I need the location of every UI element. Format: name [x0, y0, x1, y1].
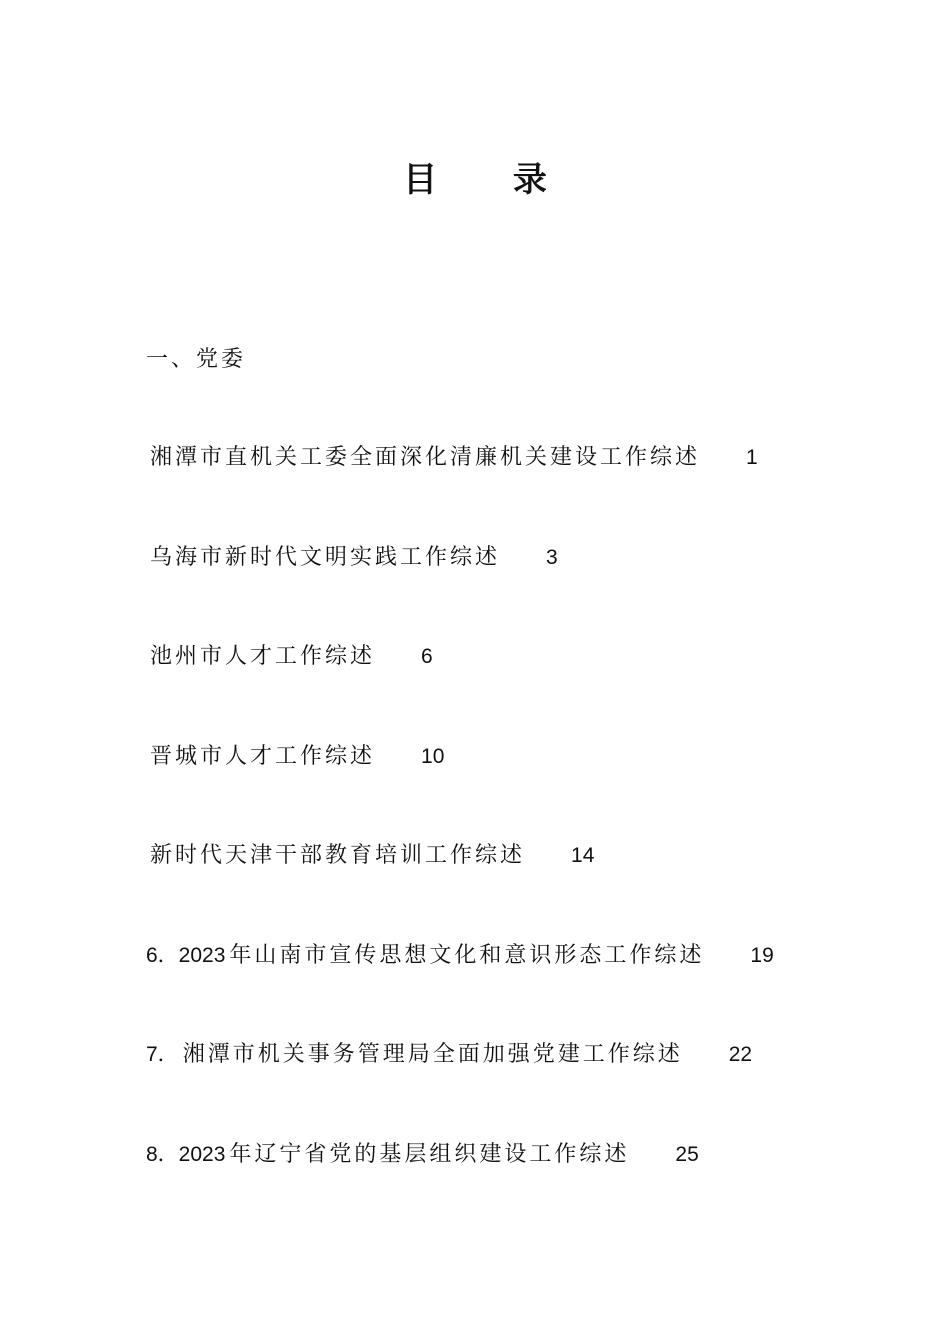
entry-number: 6．2023	[146, 943, 226, 967]
entry-page-number: 19	[750, 943, 774, 967]
toc-entry[interactable]	[146, 742, 906, 842]
section-heading: 一、党委	[146, 347, 247, 372]
entry-title: 年辽宁省党的基层组织建设工作综述	[229, 1141, 630, 1167]
entry-title: 池州市人才工作综述	[150, 644, 376, 669]
entry-page-number: 22	[728, 1043, 753, 1066]
toc-list	[146, 443, 906, 1239]
toc-entry[interactable]	[146, 1140, 906, 1240]
entry-page-number: 10	[421, 744, 445, 768]
entry-title: 新时代天津干部教育培训工作综述	[150, 843, 526, 868]
toc-entry[interactable]	[146, 1040, 906, 1140]
toc-entry[interactable]	[146, 841, 906, 941]
entry-title: 湘潭市直机关工委全面深化清廉机关建设工作综述	[150, 445, 701, 470]
toc-entry[interactable]	[146, 443, 906, 543]
entry-title: 年山南市宣传思想文化和意识形态工作综述	[229, 942, 705, 968]
entry-page-number: 3	[546, 545, 558, 569]
entry-page-number: 1	[746, 446, 758, 469]
entry-number: 7．	[146, 1043, 179, 1066]
toc-entry[interactable]	[146, 642, 906, 742]
entry-title: 湘潭市机关事务管理局全面加强党建工作综述	[182, 1042, 683, 1067]
entry-title: 晋城市人才工作综述	[150, 743, 376, 769]
entry-page-number: 25	[675, 1142, 699, 1166]
toc-entry[interactable]	[146, 543, 906, 643]
toc-entry[interactable]	[146, 941, 906, 1041]
entry-page-number: 6	[421, 645, 433, 668]
entry-title: 乌海市新时代文明实践工作综述	[150, 544, 501, 570]
toc-title: 目 录	[403, 160, 579, 200]
entry-number: 8．2023	[146, 1142, 226, 1166]
entry-page-number: 14	[571, 844, 595, 867]
